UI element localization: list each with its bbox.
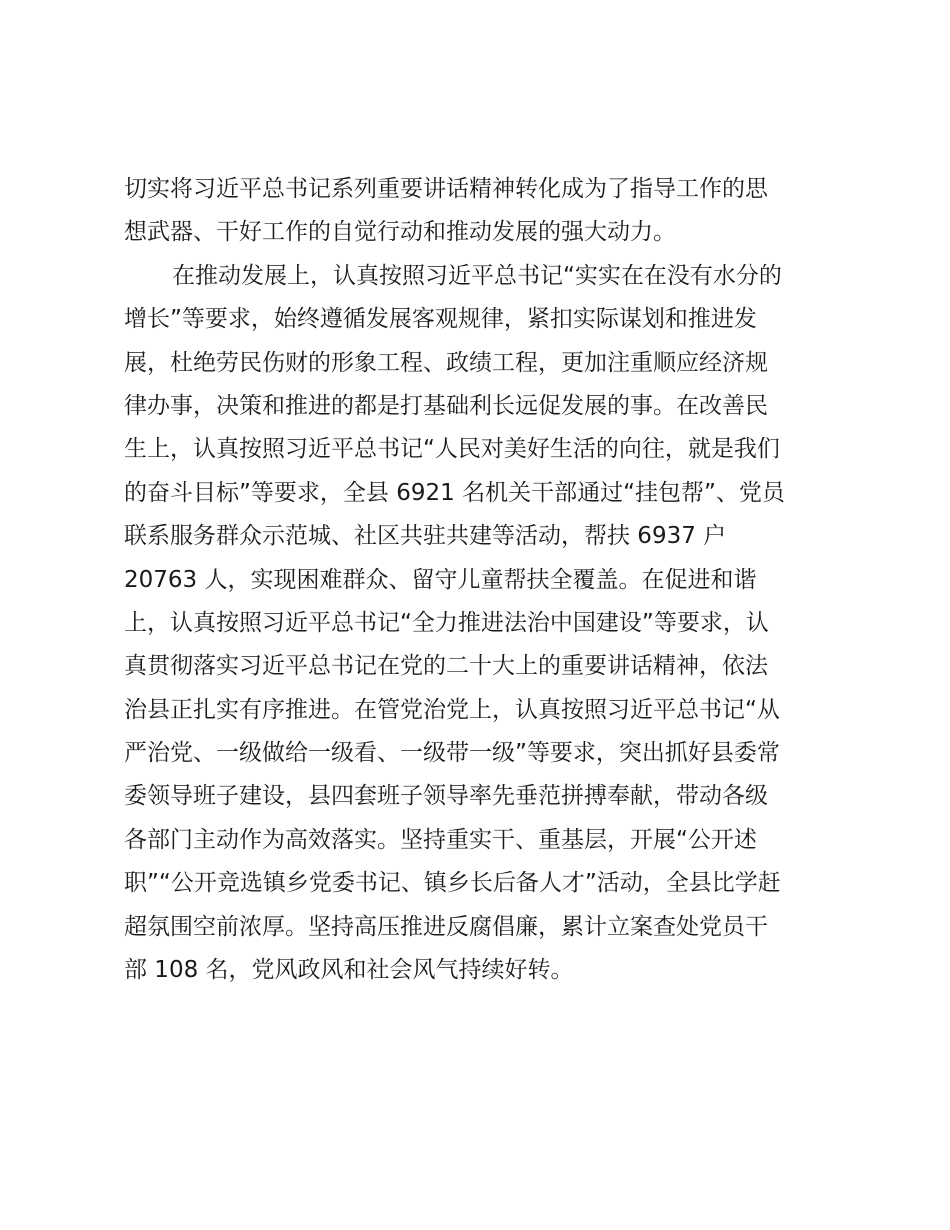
text-line: 各部门主动作为高效落实。坚持重实干、重基层，开展“公开述 <box>124 826 757 853</box>
text-line: 职”“公开竞选镇乡党委书记、镇乡长后备人才”活动，全县比学赶 <box>124 870 781 897</box>
body-text <box>124 168 834 992</box>
text-line: 想武器、干好工作的自觉行动和推动发展的强大动力。 <box>124 219 676 246</box>
text-line: 委领导班子建设，县四套班子领导率先垂范拼搏奉献，带动各级 <box>124 783 768 810</box>
text-line: 律办事，决策和推进的都是打基础利长远促发展的事。在改善民 <box>124 392 768 419</box>
text-line: 超氛围空前浓厚。坚持高压推进反腐倡廉，累计立案查处党员干 <box>124 913 768 940</box>
text-line: 增长”等要求，始终遵循发展客观规律，紧扣实际谋划和推进发 <box>124 306 757 333</box>
text-line: 真贯彻落实习近平总书记在党的二十大上的重要讲话精神，依法 <box>124 653 768 680</box>
text-line: 部 108 名，党风政风和社会风气持续好转。 <box>124 957 574 984</box>
text-line: 治县正扎实有序推进。在管党治党上，认真按照习近平总书记“从 <box>124 696 780 723</box>
text-line: 生上，认真按照习近平总书记“人民对美好生活的向往，就是我们 <box>124 436 780 463</box>
text-line: 联系服务群众示范城、社区共驻共建等活动，帮扶 6937 户 <box>124 523 727 550</box>
text-line: 的奋斗目标”等要求，全县 6921 名机关干部通过“挂包帮”、党员 <box>124 479 785 506</box>
text-line: 展，杜绝劳民伤财的形象工程、政绩工程，更加注重顺应经济规 <box>124 349 768 376</box>
text-line: 严治党、一级做给一级看、一级带一级”等要求，突出抓好县委常 <box>124 740 780 767</box>
text-line: 20763 人，实现困难群众、留守儿童帮扶全覆盖。在促进和谐 <box>124 566 757 593</box>
text-line: 切实将习近平总书记系列重要讲话精神转化成为了指导工作的思 <box>124 176 768 202</box>
paragraph-first-line: 在推动发展上，认真按照习近平总书记“实实在在没有水分的 <box>172 262 782 289</box>
text-line: 上，认真按照习近平总书记“全力推进法治中国建设”等要求，认 <box>124 609 769 636</box>
